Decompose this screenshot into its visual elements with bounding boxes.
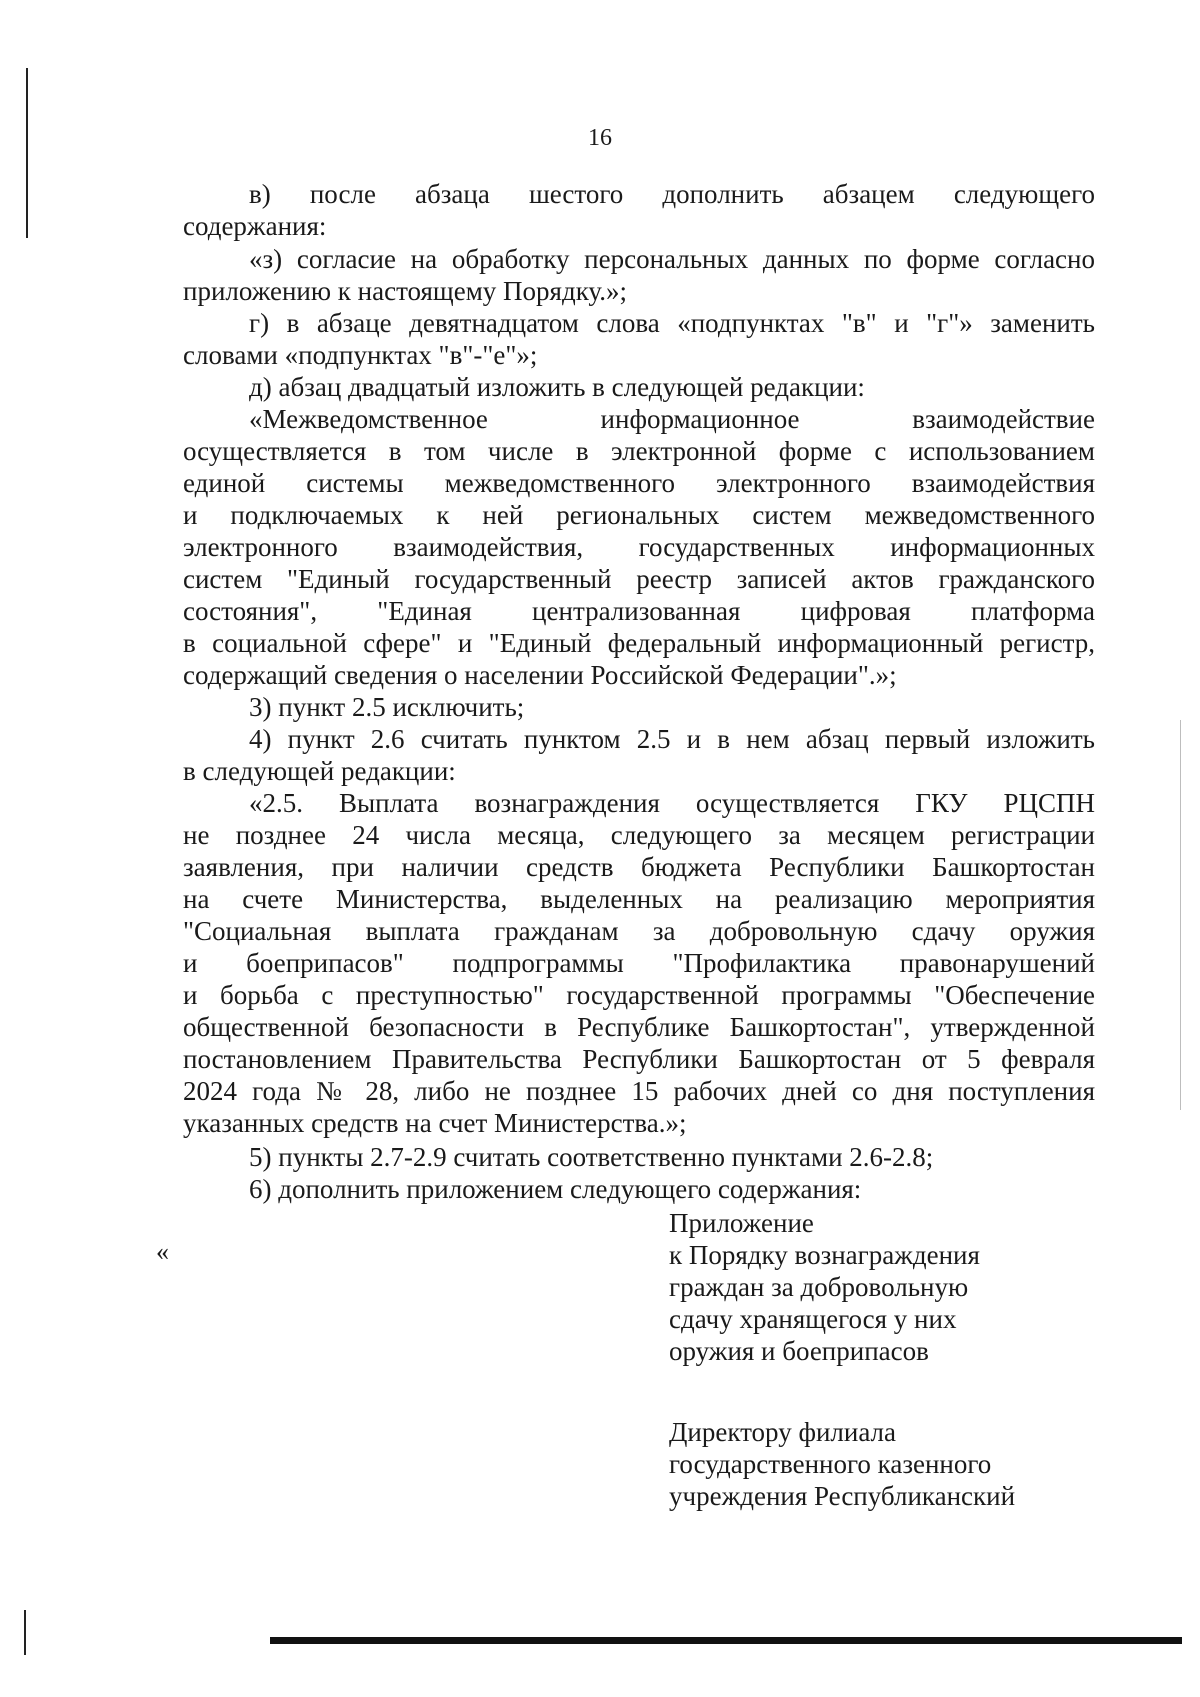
body-line: 5) пункты 2.7-2.9 считать соответственно пунктами 2.6-2.8; [249,1142,934,1172]
body-line: д) абзац двадцатый изложить в следующей редакции: [249,372,865,402]
body-line: на счете Министерства, выделенных на реализацию мероприятия [183,884,1095,914]
scan-edge-mark-right [1180,720,1181,1110]
body-line: в социальной сфере" и "Единый федеральный информационный регистр, [183,628,1095,658]
body-line: систем "Единый государственный реестр записей актов гражданского [183,564,1095,594]
body-line: указанных средств на счет Министерства.»; [183,1108,687,1138]
appendix-line: оружия и боеприпасов [669,1336,929,1366]
body-line: словами «подпунктах "в"-"е"»; [183,340,538,370]
addressee-line: учреждения Республиканский [669,1481,1016,1511]
body-line: 3) пункт 2.5 исключить; [249,692,525,722]
appendix-line: к Порядку вознаграждения [669,1240,980,1270]
body-line: единой системы межведомственного электронного взаимодействия [183,468,1095,498]
body-line: «з) согласие на обработку персональных данных по форме согласно [249,244,1095,274]
body-line: «Межведомственное информационное взаимодействие [249,404,1095,434]
body-line: постановлением Правительства Республики Башкортостан от 5 февраля [183,1044,1095,1074]
body-line: в следующей редакции: [183,756,456,786]
body-line: состояния", "Единая централизованная цифровая платформа [183,596,1095,626]
body-line: заявления, при наличии средств бюджета Республики Башкортостан [183,852,1095,882]
page-number: 16 [588,125,612,151]
body-line: и подключаемых к ней региональных систем межведомственного [183,500,1095,530]
scan-edge-mark-top [26,68,28,238]
addressee-line: государственного казенного [669,1449,992,1479]
body-line: г) в абзаце девятнадцатом слова «подпунктах "в" и "г"» заменить [249,308,1095,338]
opening-quote-mark: « [156,1237,169,1266]
body-line: осуществляется в том числе в электронной форме с использованием [183,436,1095,466]
body-line: общественной безопасности в Республике Башкортостан", утвержденной [183,1012,1095,1042]
body-line: приложению к настоящему Порядку.»; [183,276,627,306]
scan-edge-mark-bottom [24,1610,26,1655]
body-line: 6) дополнить приложением следующего содержания: [249,1174,862,1204]
appendix-line: граждан за добровольную [669,1272,969,1302]
body-line: содержания: [183,211,327,241]
body-line: и боеприпасов" подпрограммы "Профилактика правонарушений [183,948,1095,978]
body-line: «2.5. Выплата вознаграждения осуществляется ГКУ РЦСПН [249,788,1095,818]
body-line: "Социальная выплата гражданам за добровольную сдачу оружия [183,916,1095,946]
appendix-line: сдачу хранящегося у них [669,1304,957,1334]
bottom-rule [270,1637,1182,1644]
body-line: содержащий сведения о населении Российской Федерации".»; [183,660,897,690]
body-line: не позднее 24 числа месяца, следующего за месяцем регистрации [183,820,1095,850]
addressee-line: Директору филиала [669,1417,896,1447]
body-line: 4) пункт 2.6 считать пунктом 2.5 и в нем абзац первый изложить [249,724,1095,754]
body-line: электронного взаимодействия, государственных информационных [183,532,1095,562]
body-line: в) после абзаца шестого дополнить абзацем следующего [249,179,1095,209]
body-line: и борьба с преступностью" государственной программы "Обеспечение [183,980,1095,1010]
appendix-line: Приложение [669,1208,814,1238]
body-line: 2024 года № 28, либо не позднее 15 рабочих дней со дня поступления [183,1076,1095,1106]
